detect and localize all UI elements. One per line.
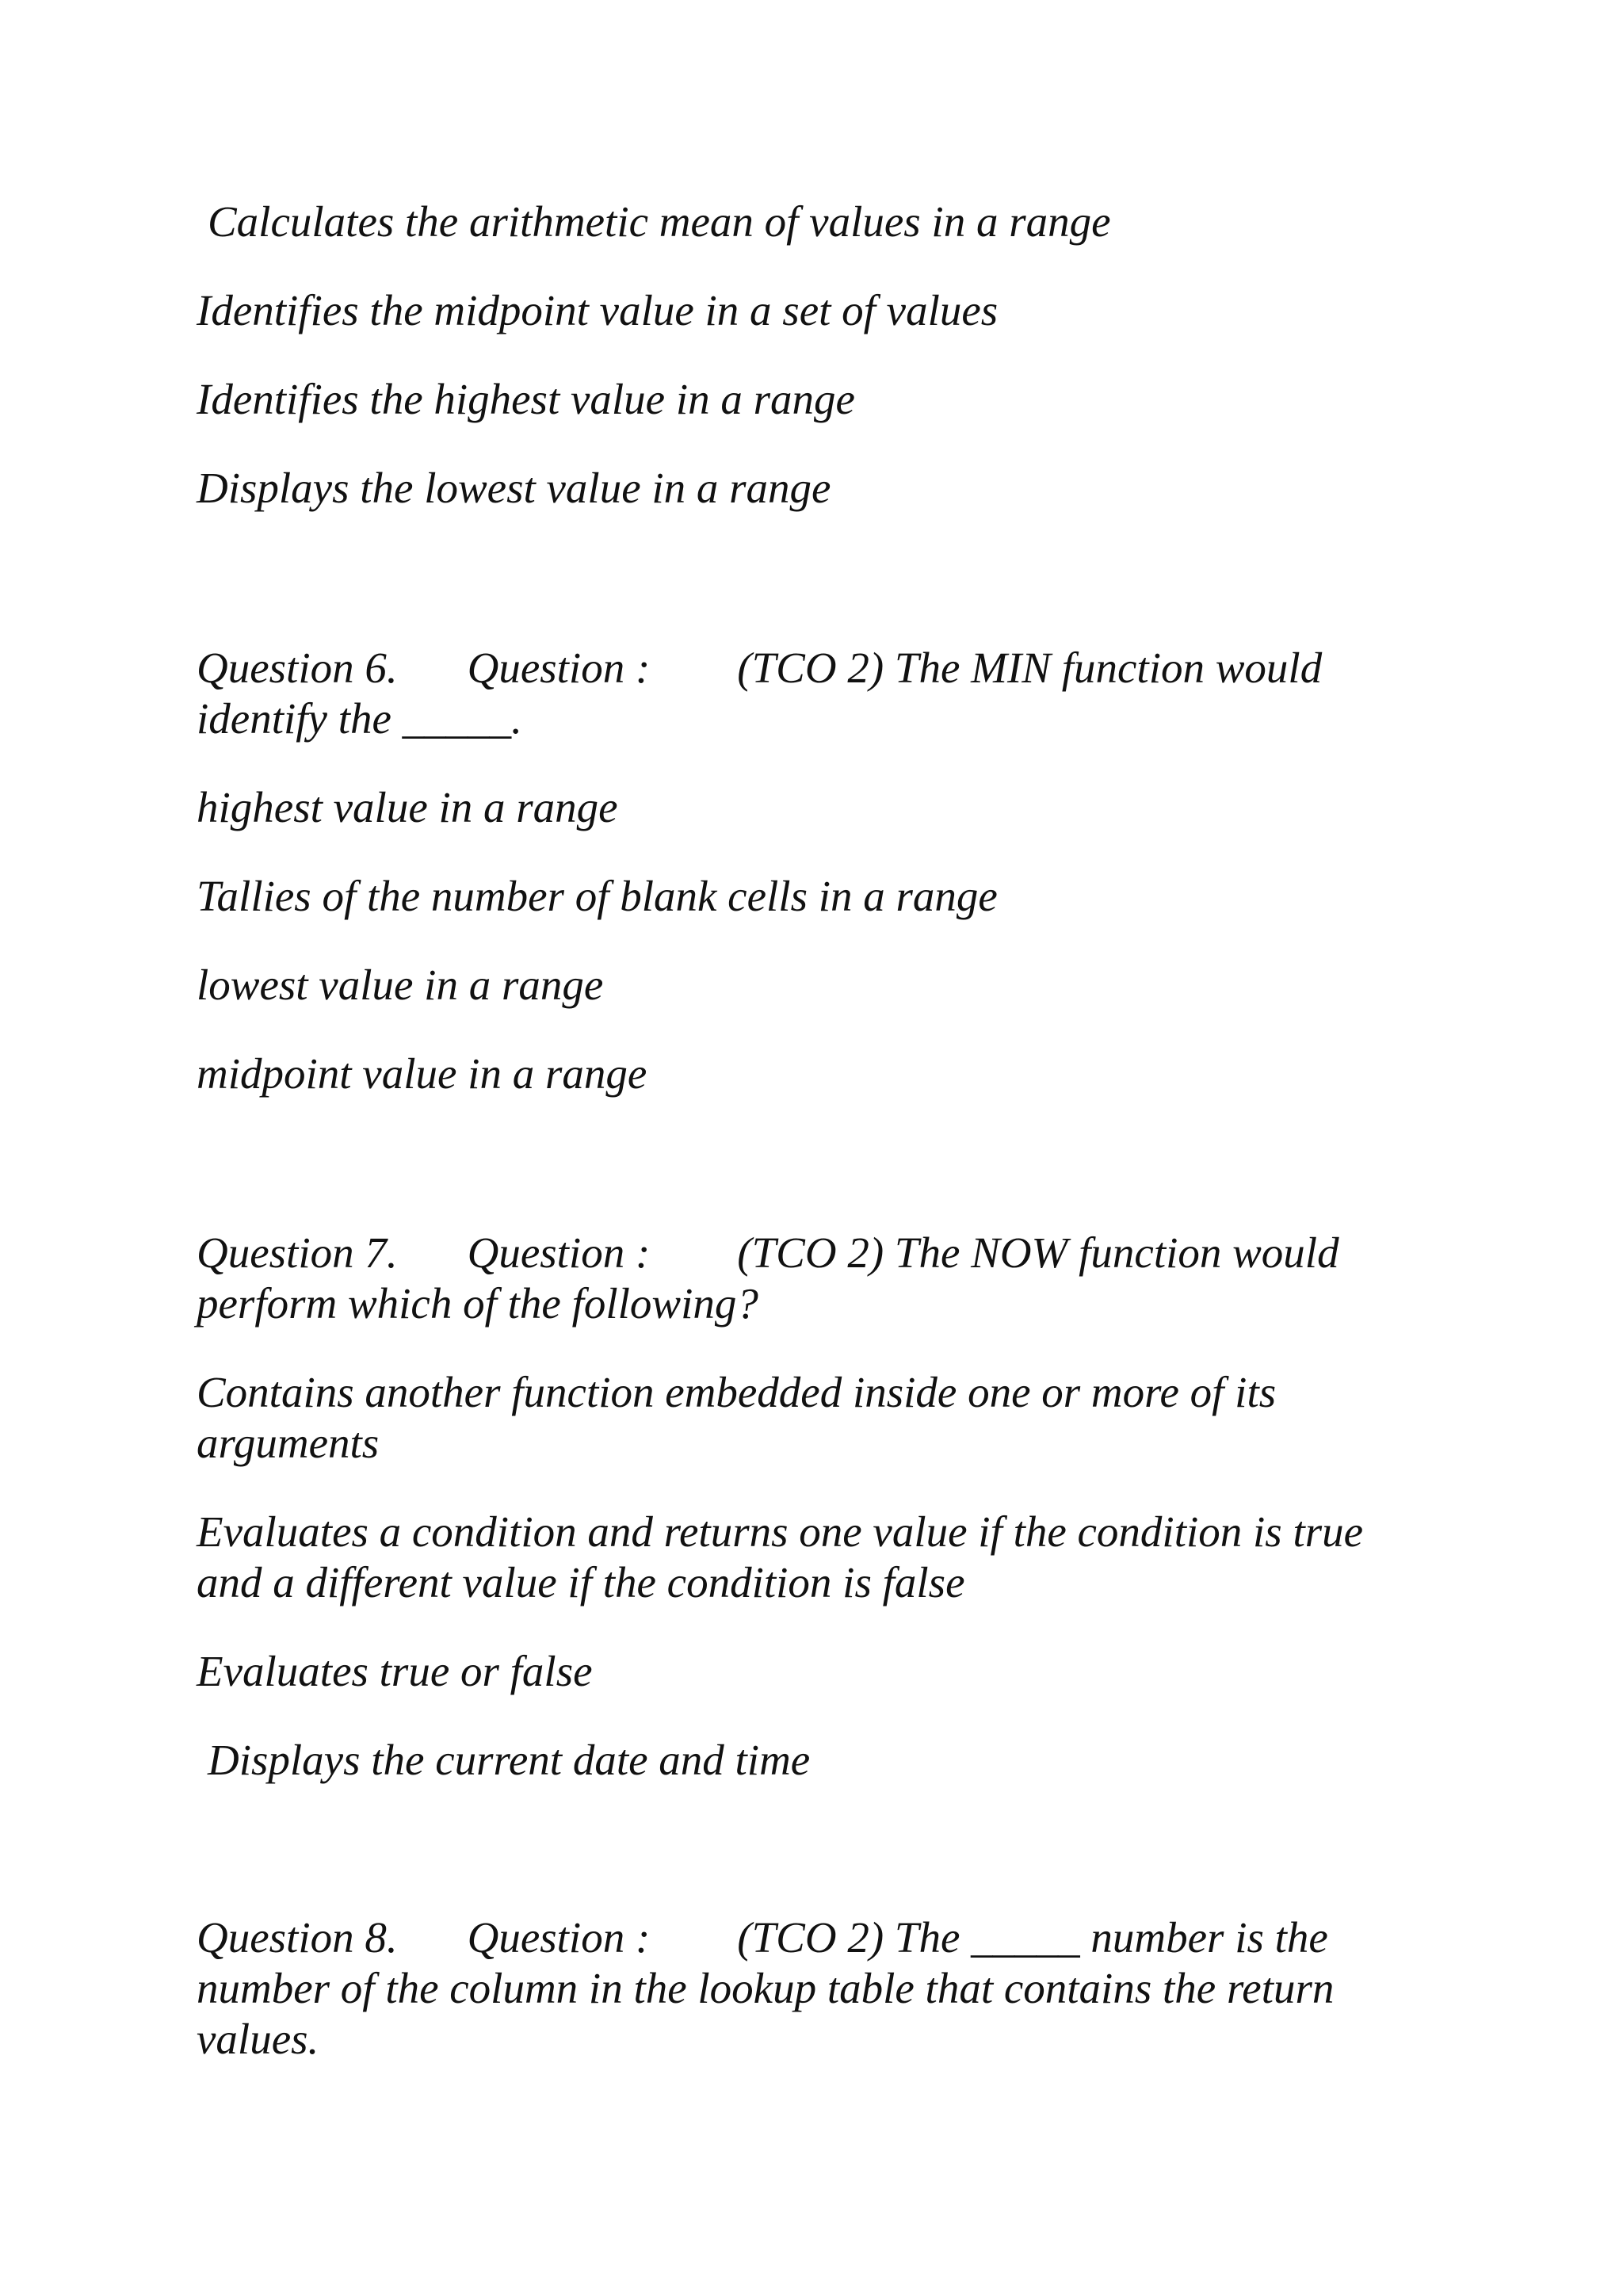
question-number: Question 6. <box>197 644 398 692</box>
question-label: Question : <box>467 644 651 692</box>
question-text: values. <box>197 2015 319 2063</box>
option-text: Calculates the arithmetic mean of values in a range <box>208 197 1111 246</box>
question-text: perform which of the following? <box>197 1279 758 1328</box>
question-8-header <box>197 1912 1433 1963</box>
option-text: Identifies the highest value in a range <box>197 375 855 423</box>
question-text: (TCO 2) The MIN function would <box>737 644 1323 692</box>
question-text: (TCO 2) The NOW function would <box>737 1228 1339 1277</box>
option-text: Displays the lowest value in a range <box>197 464 831 512</box>
question-label: Question : <box>467 1913 651 1962</box>
answer-option: arguments <box>197 1419 380 1467</box>
answer-option: Evaluates true or false <box>197 1647 593 1695</box>
option-text: Identifies the midpoint value in a set of values <box>197 286 999 334</box>
question-text: (TCO 2) The _____ number is the <box>737 1913 1328 1962</box>
question-7-header <box>197 1228 1433 1278</box>
question-text: number of the column in the lookup table that contains the return <box>197 1964 1335 2012</box>
question-text: identify the _____. <box>197 694 522 743</box>
question-number: Question 7. <box>197 1228 398 1277</box>
answer-option: and a different value if the condition is false <box>197 1558 965 1606</box>
answer-option: midpoint value in a range <box>197 1049 647 1098</box>
answer-option: Tallies of the number of blank cells in a range <box>197 872 998 920</box>
answer-option: Contains another function embedded inside one or more of its <box>197 1368 1277 1416</box>
question-number: Question 8. <box>197 1913 398 1962</box>
answer-option: lowest value in a range <box>197 961 604 1009</box>
question-label: Question : <box>467 1228 651 1277</box>
answer-option: Displays the current date and time <box>208 1736 811 1784</box>
answer-option: highest value in a range <box>197 783 618 831</box>
answer-option: Evaluates a condition and returns one value if the condition is true <box>197 1507 1364 1556</box>
question-6-header <box>197 643 1433 693</box>
